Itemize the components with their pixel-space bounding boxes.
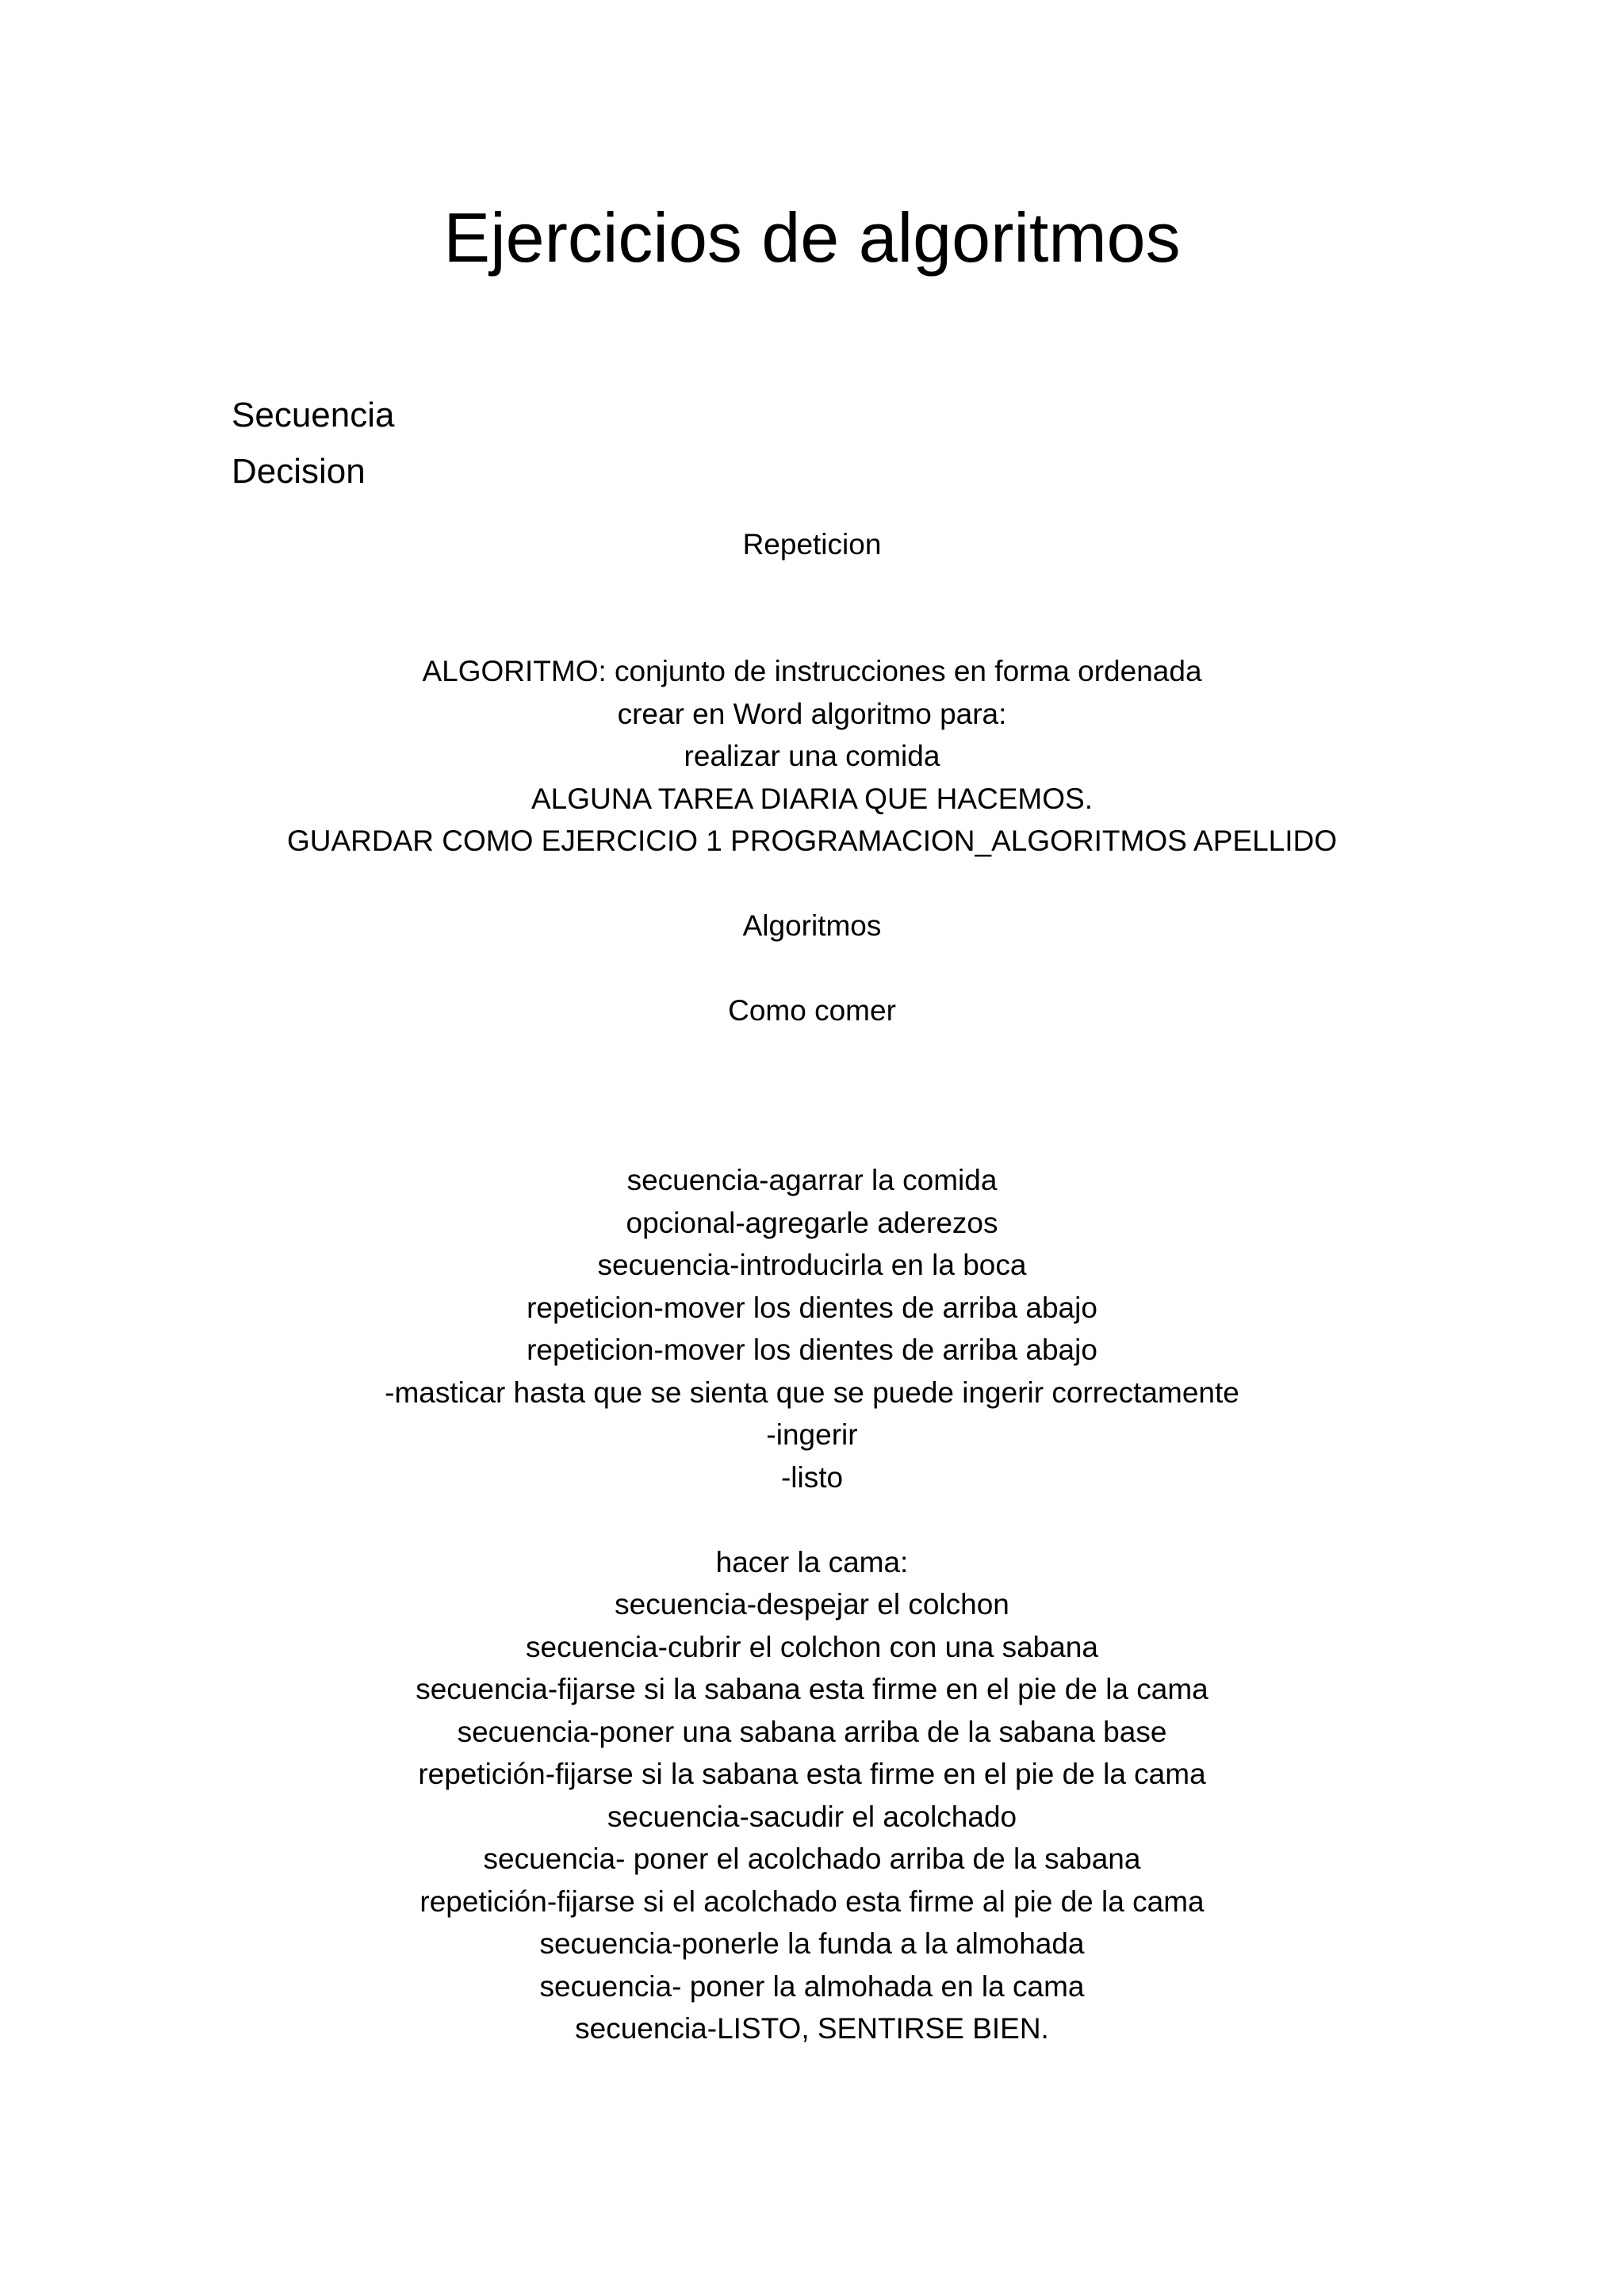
step-line: repeticion-mover los dientes de arriba abajo xyxy=(527,1334,1097,1366)
step-line: secuencia-despejar el colchon xyxy=(615,1588,1009,1621)
step-line: repetición-fijarse si la sabana esta firme en el pie de la cama xyxy=(418,1758,1206,1790)
step-line: -listo xyxy=(780,1460,844,1494)
section-heading: hacer la cama: xyxy=(715,1545,909,1578)
step-line: secuencia- poner la almohada en la cama xyxy=(539,1969,1085,2003)
step-line: secuencia-cubrir el colchon con una sabana xyxy=(526,1630,1098,1663)
step-line: secuencia-sacudir el acolchado xyxy=(607,1800,1017,1833)
category-decision: Decision xyxy=(232,452,366,491)
step-line: secuencia-LISTO, SENTIRSE BIEN. xyxy=(575,2012,1049,2045)
step-line: secuencia-introducirla en la boca xyxy=(597,1249,1027,1281)
intro-line: crear en Word algoritmo para: xyxy=(617,697,1007,730)
intro-line: ALGUNA TAREA DIARIA QUE HACEMOS. xyxy=(531,782,1093,815)
blank-line xyxy=(0,947,1624,990)
step-line: secuencia- poner el acolchado arriba de la sabana xyxy=(483,1843,1141,1875)
step-line: opcional-agregarle aderezos xyxy=(626,1206,998,1239)
repeat-label: Repeticion xyxy=(742,528,882,561)
repeat-label-block xyxy=(0,523,1624,566)
step-line: secuencia-ponerle la funda a la almohada xyxy=(539,1927,1085,1960)
step-line: -ingerir xyxy=(766,1418,858,1451)
step-line: repetición-fijarse si el acolchado esta firme al pie de la cama xyxy=(419,1885,1205,1918)
steps-block xyxy=(0,1159,1624,2050)
category-secuencia: Secuencia xyxy=(232,396,395,434)
step-line: secuencia-agarrar la comida xyxy=(626,1164,998,1196)
intro-line: ALGORITMO: conjunto de instrucciones en forma ordenada xyxy=(422,655,1202,687)
blank-line xyxy=(0,863,1624,905)
intro-line: GUARDAR COMO EJERCICIO 1 PROGRAMACION_ALGORITMOS APELLIDO xyxy=(286,825,1337,857)
step-line: secuencia-fijarse si la sabana esta firme en el pie de la cama xyxy=(416,1673,1208,1705)
intro-line: realizar una comida xyxy=(684,740,940,772)
step-line: -masticar hasta que se sienta que se puede ingerir correctamente xyxy=(385,1376,1239,1409)
blank-line xyxy=(0,1498,1624,1541)
section-heading: Como comer xyxy=(728,994,896,1027)
step-line: repeticion-mover los dientes de arriba abajo xyxy=(527,1291,1097,1324)
step-line: secuencia-poner una sabana arriba de la sabana base xyxy=(457,1715,1167,1748)
section-heading: Algoritmos xyxy=(742,909,882,942)
document-title: Ejercicios de algoritmos xyxy=(443,198,1181,277)
intro-block xyxy=(0,650,1624,1032)
